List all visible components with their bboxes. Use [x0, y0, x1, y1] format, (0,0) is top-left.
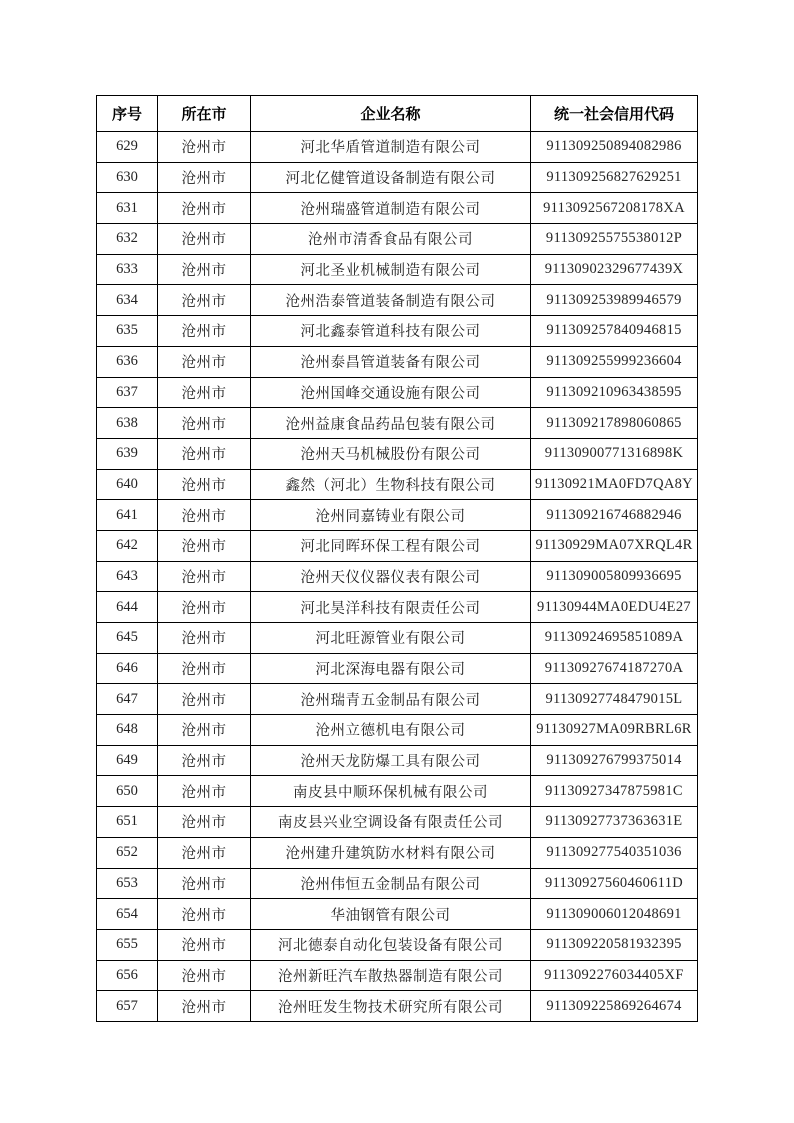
table-row: [97, 991, 698, 1022]
serial-number-cell: 634: [97, 285, 158, 316]
city-cell: 沧州市: [158, 929, 251, 960]
table-row: [97, 623, 698, 654]
table-row: [97, 254, 698, 285]
company-name-cell: 沧州瑞青五金制品有限公司: [251, 684, 531, 715]
city-cell: 沧州市: [158, 408, 251, 439]
city-cell: 沧州市: [158, 162, 251, 193]
credit-code-cell: 911309220581932395: [531, 929, 698, 960]
city-cell: 沧州市: [158, 653, 251, 684]
city-cell: 沧州市: [158, 807, 251, 838]
credit-code-cell: 91130927748479015L: [531, 684, 698, 715]
table-row: [97, 377, 698, 408]
city-cell: 沧州市: [158, 500, 251, 531]
serial-number-cell: 645: [97, 623, 158, 654]
credit-code-cell: 911309210963438595: [531, 377, 698, 408]
table-row: [97, 316, 698, 347]
company-name-cell: 沧州新旺汽车散热器制造有限公司: [251, 960, 531, 991]
city-cell: 沧州市: [158, 837, 251, 868]
credit-code-cell: 911309216746882946: [531, 500, 698, 531]
city-cell: 沧州市: [158, 377, 251, 408]
city-cell: 沧州市: [158, 561, 251, 592]
city-cell: 沧州市: [158, 776, 251, 807]
serial-number-cell: 650: [97, 776, 158, 807]
city-cell: 沧州市: [158, 224, 251, 255]
company-name-cell: 河北旺源管业有限公司: [251, 623, 531, 654]
city-cell: 沧州市: [158, 193, 251, 224]
company-name-cell: 河北圣业机械制造有限公司: [251, 254, 531, 285]
company-name-cell: 华油钢管有限公司: [251, 899, 531, 930]
city-cell: 沧州市: [158, 623, 251, 654]
serial-number-cell: 646: [97, 653, 158, 684]
city-cell: 沧州市: [158, 715, 251, 746]
city-cell: 沧州市: [158, 991, 251, 1022]
company-name-cell: 河北同晖环保工程有限公司: [251, 530, 531, 561]
credit-code-cell: 91130927347875981C: [531, 776, 698, 807]
table-row: [97, 684, 698, 715]
serial-number-cell: 639: [97, 438, 158, 469]
city-cell: 沧州市: [158, 745, 251, 776]
table-row: [97, 193, 698, 224]
serial-number-cell: 651: [97, 807, 158, 838]
table-row: [97, 346, 698, 377]
company-name-cell: 鑫然（河北）生物科技有限公司: [251, 469, 531, 500]
company-name-cell: 河北鑫泰管道科技有限公司: [251, 316, 531, 347]
table-row: [97, 224, 698, 255]
city-cell: 沧州市: [158, 346, 251, 377]
table-row: [97, 132, 698, 163]
serial-number-cell: 629: [97, 132, 158, 163]
table-row: [97, 592, 698, 623]
serial-number-cell: 655: [97, 929, 158, 960]
company-name-cell: 沧州市清香食品有限公司: [251, 224, 531, 255]
city-cell: 沧州市: [158, 684, 251, 715]
credit-code-cell: 91130927737363631E: [531, 807, 698, 838]
credit-code-cell: 911309250894082986: [531, 132, 698, 163]
company-name-cell: 沧州天马机械股份有限公司: [251, 438, 531, 469]
table-header-row: [97, 96, 698, 132]
credit-code-cell: 911309277540351036: [531, 837, 698, 868]
serial-number-cell: 642: [97, 530, 158, 561]
table-row: [97, 285, 698, 316]
table-row: [97, 530, 698, 561]
credit-code-cell: 91130927MA09RBRL6R: [531, 715, 698, 746]
serial-number-cell: 635: [97, 316, 158, 347]
company-name-cell: 沧州泰昌管道装备有限公司: [251, 346, 531, 377]
company-name-cell: 沧州立德机电有限公司: [251, 715, 531, 746]
credit-code-cell: 91130925575538012P: [531, 224, 698, 255]
company-name-cell: 沧州益康食品药品包装有限公司: [251, 408, 531, 439]
table-row: [97, 745, 698, 776]
credit-code-cell: 91130929MA07XRQL4R: [531, 530, 698, 561]
table-row: [97, 438, 698, 469]
serial-number-cell: 648: [97, 715, 158, 746]
header-company-name: 企业名称: [251, 96, 531, 132]
table-row: [97, 776, 698, 807]
table-row: [97, 807, 698, 838]
header-city: 所在市: [158, 96, 251, 132]
credit-code-cell: 911309253989946579: [531, 285, 698, 316]
table-row: [97, 500, 698, 531]
serial-number-cell: 656: [97, 960, 158, 991]
credit-code-cell: 911309225869264674: [531, 991, 698, 1022]
credit-code-cell: 91130927560460611D: [531, 868, 698, 899]
credit-code-cell: 91130944MA0EDU4E27: [531, 592, 698, 623]
table-row: [97, 561, 698, 592]
company-name-cell: 南皮县中顺环保机械有限公司: [251, 776, 531, 807]
company-credit-code-table: [96, 95, 698, 1022]
serial-number-cell: 641: [97, 500, 158, 531]
company-name-cell: 河北亿健管道设备制造有限公司: [251, 162, 531, 193]
company-name-cell: 河北深海电器有限公司: [251, 653, 531, 684]
serial-number-cell: 631: [97, 193, 158, 224]
company-name-cell: 沧州国峰交通设施有限公司: [251, 377, 531, 408]
serial-number-cell: 638: [97, 408, 158, 439]
credit-code-cell: 91130902329677439X: [531, 254, 698, 285]
credit-code-cell: 911309257840946815: [531, 316, 698, 347]
serial-number-cell: 647: [97, 684, 158, 715]
company-name-cell: 沧州浩泰管道装备制造有限公司: [251, 285, 531, 316]
table-row: [97, 715, 698, 746]
city-cell: 沧州市: [158, 960, 251, 991]
credit-code-cell: 91130924695851089A: [531, 623, 698, 654]
serial-number-cell: 654: [97, 899, 158, 930]
city-cell: 沧州市: [158, 899, 251, 930]
company-name-cell: 沧州天仪仪器仪表有限公司: [251, 561, 531, 592]
header-serial-number: 序号: [97, 96, 158, 132]
serial-number-cell: 649: [97, 745, 158, 776]
credit-code-cell: 91130927674187270A: [531, 653, 698, 684]
city-cell: 沧州市: [158, 316, 251, 347]
credit-code-cell: 911309256827629251: [531, 162, 698, 193]
serial-number-cell: 652: [97, 837, 158, 868]
company-name-cell: 沧州瑞盛管道制造有限公司: [251, 193, 531, 224]
table-row: [97, 929, 698, 960]
table-row: [97, 653, 698, 684]
city-cell: 沧州市: [158, 254, 251, 285]
table-body: [97, 132, 698, 1022]
table-row: [97, 408, 698, 439]
credit-code-cell: 911309276799375014: [531, 745, 698, 776]
city-cell: 沧州市: [158, 530, 251, 561]
credit-code-cell: 911309217898060865: [531, 408, 698, 439]
serial-number-cell: 643: [97, 561, 158, 592]
city-cell: 沧州市: [158, 868, 251, 899]
table-row: [97, 469, 698, 500]
credit-code-cell: 911309255999236604: [531, 346, 698, 377]
table-row: [97, 868, 698, 899]
company-name-cell: 沧州伟恒五金制品有限公司: [251, 868, 531, 899]
credit-code-cell: 911309006012048691: [531, 899, 698, 930]
company-name-cell: 沧州建升建筑防水材料有限公司: [251, 837, 531, 868]
credit-code-cell: 9113092567208178XA: [531, 193, 698, 224]
city-cell: 沧州市: [158, 592, 251, 623]
company-name-cell: 河北华盾管道制造有限公司: [251, 132, 531, 163]
city-cell: 沧州市: [158, 132, 251, 163]
serial-number-cell: 633: [97, 254, 158, 285]
credit-code-cell: 91130900771316898K: [531, 438, 698, 469]
company-name-cell: 河北昊洋科技有限责任公司: [251, 592, 531, 623]
serial-number-cell: 632: [97, 224, 158, 255]
table-row: [97, 899, 698, 930]
serial-number-cell: 653: [97, 868, 158, 899]
city-cell: 沧州市: [158, 438, 251, 469]
city-cell: 沧州市: [158, 469, 251, 500]
table-row: [97, 960, 698, 991]
company-name-cell: 河北德泰自动化包装设备有限公司: [251, 929, 531, 960]
table-row: [97, 162, 698, 193]
company-name-cell: 沧州同嘉铸业有限公司: [251, 500, 531, 531]
serial-number-cell: 657: [97, 991, 158, 1022]
credit-code-cell: 9113092276034405XF: [531, 960, 698, 991]
serial-number-cell: 636: [97, 346, 158, 377]
header-credit-code: 统一社会信用代码: [531, 96, 698, 132]
city-cell: 沧州市: [158, 285, 251, 316]
company-name-cell: 南皮县兴业空调设备有限责任公司: [251, 807, 531, 838]
credit-code-cell: 91130921MA0FD7QA8Y: [531, 469, 698, 500]
serial-number-cell: 640: [97, 469, 158, 500]
serial-number-cell: 630: [97, 162, 158, 193]
company-name-cell: 沧州天龙防爆工具有限公司: [251, 745, 531, 776]
credit-code-cell: 911309005809936695: [531, 561, 698, 592]
serial-number-cell: 644: [97, 592, 158, 623]
table-row: [97, 837, 698, 868]
serial-number-cell: 637: [97, 377, 158, 408]
company-name-cell: 沧州旺发生物技术研究所有限公司: [251, 991, 531, 1022]
